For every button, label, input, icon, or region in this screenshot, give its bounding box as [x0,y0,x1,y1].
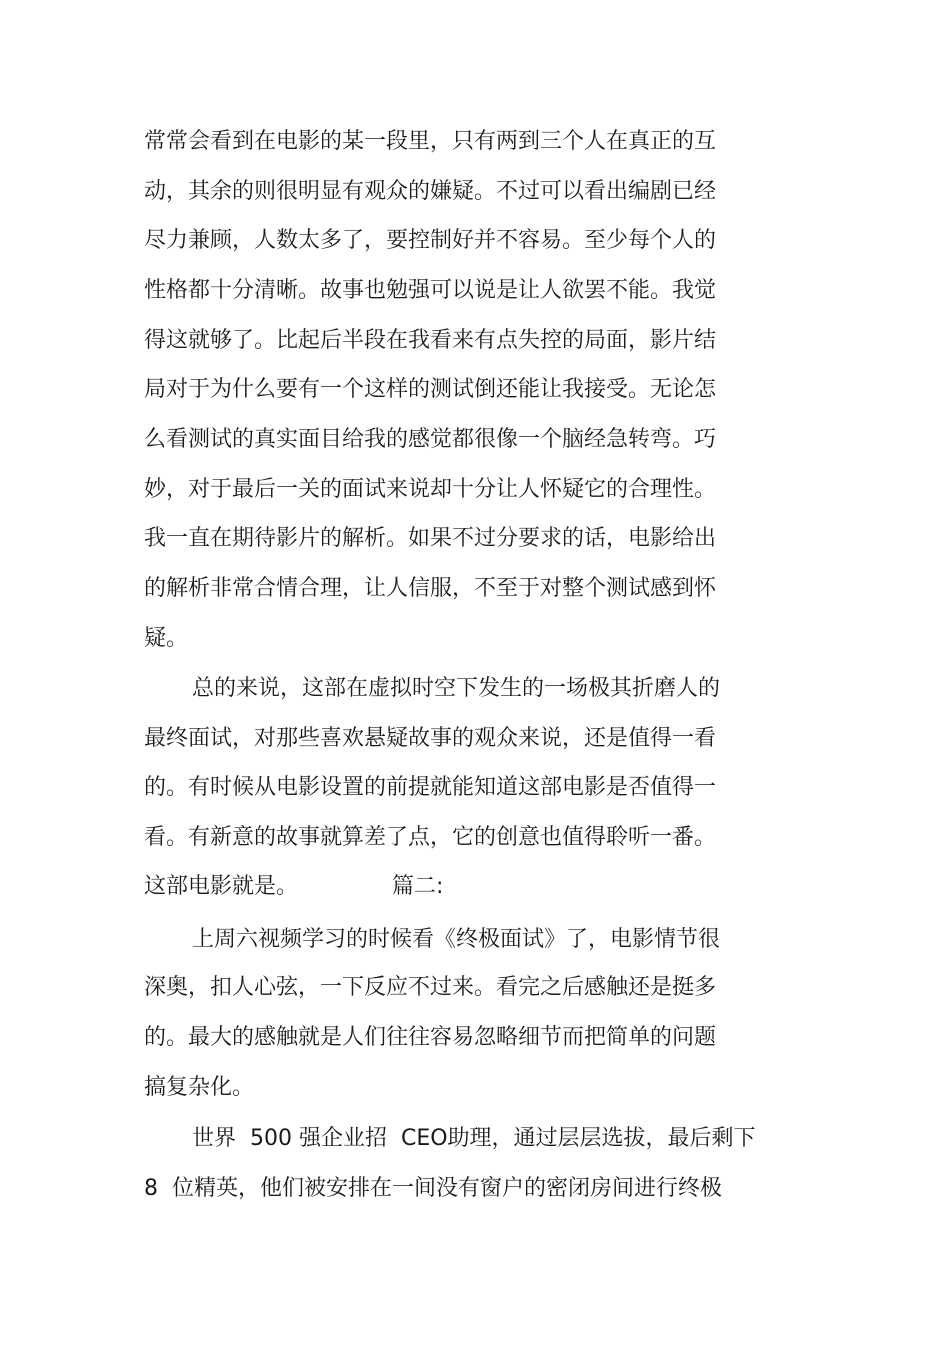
text-line: 性格都十分清晰。故事也勉强可以说是让人欲罢不能。我觉 [144,278,717,303]
text-line: 妙，对于最后一关的面试来说却十分让人怀疑它的合理性。 [144,477,717,502]
text-line: 得这就够了。比起后半段在我看来有点失控的局面，影片结 [144,328,717,353]
text-line: 这部电影就是。 [144,874,299,899]
section-heading: 篇二: [392,874,444,899]
text-line: 的。有时候从电影设置的前提就能知道这部电影是否值得一 [144,775,717,800]
text-line: 搞复杂化。 [144,1075,255,1100]
text-line: 么看测试的真实面目给我的感觉都很像一个脑经急转弯。巧 [144,427,717,452]
text-line: 深奥，扣人心弦，一下反应不过来。看完之后感触还是挺多 [144,975,717,1000]
text-line: 我一直在期待影片的解析。如果不过分要求的话，电影给出 [144,526,717,551]
text-line: 疑。 [144,626,189,651]
text-line: 局对于为什么要有一个这样的测试倒还能让我接受。无论怎 [144,377,717,402]
text-line: 看。有新意的故事就算差了点，它的创意也值得聆听一番。 [144,825,717,850]
text-line-with-heading [144,867,443,907]
text-line: 动，其余的则很明显有观众的嫌疑。不过可以看出编剧已经 [144,179,717,204]
text-line: 的。最大的感触就是人们往往容易忽略细节而把简单的问题 [144,1025,717,1050]
paragraph-first-line: 上周六视频学习的时候看《终极面试》了，电影情节很 [192,927,721,952]
text-line: 8 位精英，他们被安排在一间没有窗户的密闭房间进行终极 [144,1176,722,1201]
text-line: 最终面试，对那些喜欢悬疑故事的观众来说，还是值得一看 [144,726,717,751]
text-line: 常常会看到在电影的某一段里，只有两到三个人在真正的互 [144,129,717,154]
paragraph-first-line: 总的来说，这部在虚拟时空下发生的一场极其折磨人的 [192,676,721,701]
text-line: 的解析非常合情合理，让人信服，不至于对整个测试感到怀 [144,576,717,601]
paragraph-first-line: 世界 500 强企业招 CEO助理，通过层层选拔，最后剩下 [192,1126,756,1151]
text-line: 尽力兼顾，人数太多了，要控制好并不容易。至少每个人的 [144,228,717,253]
